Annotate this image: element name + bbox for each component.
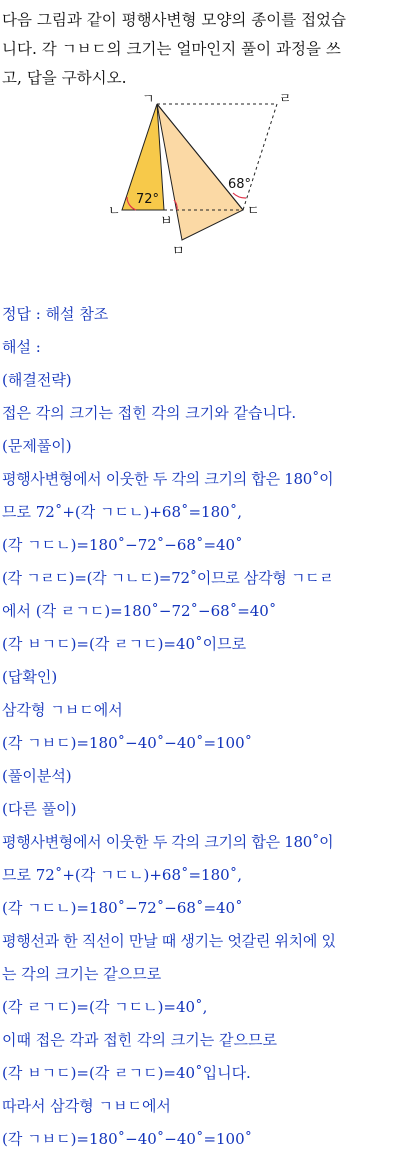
vertex-label-r: ㄹ [279,92,292,107]
final-answer-line: (각 ㄱㅂㄷ)=180˚−40˚−40˚=100˚ [2,1130,253,1148]
angle-label-left: 72° [136,192,160,207]
angle-label-right: 68° [228,177,252,192]
solution-line: 접은 각의 크기는 접힌 각의 크기와 같습니다. [2,404,297,422]
angle-arc-right [233,193,246,198]
solution-line: 삼각형 ㄱㅂㄷ에서 [2,701,123,719]
problem-line: 다음 그림과 같이 평행사변형 모양의 종이를 접었습 [2,11,346,29]
answer-line: 정답 : 해설 참조 [2,305,109,323]
vertex-label-d: ㄷ [247,204,260,219]
solving-heading: (문제풀이) [2,437,72,455]
folded-parallelogram-figure [100,88,320,268]
solution-line: (각 ㄱㄷㄴ)=180˚−72˚−68˚=40˚ [2,899,243,917]
vertex-label-g: ㄱ [142,92,155,107]
solution-line: 므로 72˚+(각 ㄱㄷㄴ)+68˚=180˚, [2,866,242,884]
vertex-label-n: ㄴ [108,204,121,219]
problem-line: 고, 답을 구하시오. [2,69,127,87]
solution-line: (각 ㄱㄹㄷ)=(각 ㄱㄴㄷ)=72˚이므로 삼각형 ㄱㄷㄹ [2,569,334,587]
problem-text [2,6,398,93]
solution-line: 따라서 삼각형 ㄱㅂㄷ에서 [2,1097,171,1115]
solution-line: 평행선과 한 직선이 만날 때 생기는 엇갈린 위치에 있 [2,932,336,950]
vertex-label-m: ㅁ [172,244,185,259]
solution-line: (각 ㅂㄱㄷ)=(각 ㄹㄱㄷ)=40˚입니다. [2,1064,251,1082]
solution-line: 는 각의 크기는 같으므로 [2,965,162,983]
analysis-heading: (풀이분석) [2,767,72,785]
check-heading: (답확인) [2,668,58,686]
strategy-heading: (해결전략) [2,371,72,389]
vertex-label-b: ㅂ [160,214,173,229]
solution-line: (각 ㄹㄱㄷ)=(각 ㄱㄷㄴ)=40˚, [2,998,208,1016]
solution-line: (각 ㄱㅂㄷ)=180˚−40˚−40˚=100˚ [2,734,253,752]
explanation-heading: 해설 : [2,338,41,356]
solution-line: (각 ㄱㄷㄴ)=180˚−72˚−68˚=40˚ [2,536,243,554]
solution-line: (각 ㅂㄱㄷ)=(각 ㄹㄱㄷ)=40˚이므로 [2,635,247,653]
solution-line: 평행사변형에서 이웃한 두 각의 크기의 합은 180˚이 [2,833,334,851]
solution-line: 므로 72˚+(각 ㄱㄷㄴ)+68˚=180˚, [2,503,242,521]
problem-line: 니다. 각 ㄱㅂㄷ의 크기는 얼마인지 풀이 과정을 쓰 [2,40,341,58]
solution-section [2,298,398,1156]
solution-line: 평행사변형에서 이웃한 두 각의 크기의 합은 180˚이 [2,470,334,488]
alternative-heading: (다른 풀이) [2,800,77,818]
solution-line: 이때 접은 각과 접힌 각의 크기는 같으므로 [2,1031,277,1049]
solution-line: 에서 (각 ㄹㄱㄷ)=180˚−72˚−68˚=40˚ [2,602,277,620]
